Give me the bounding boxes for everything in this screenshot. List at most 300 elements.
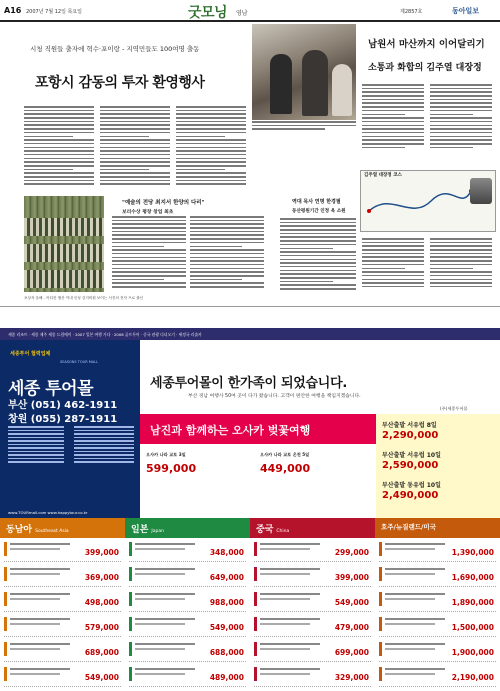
agency-line bbox=[74, 433, 134, 435]
listing-text bbox=[260, 573, 310, 575]
text-line bbox=[24, 180, 94, 182]
classifieds-china bbox=[250, 540, 375, 691]
text-line bbox=[176, 124, 246, 126]
europe-item-label: 부산출발 동유럽 10일 bbox=[382, 482, 441, 489]
text-line bbox=[176, 132, 246, 134]
story4-kicker: 역대 목사 연명 한경필 bbox=[292, 199, 341, 205]
listing-text bbox=[385, 668, 445, 670]
text-line bbox=[176, 165, 246, 167]
page-number: A16 bbox=[4, 6, 22, 15]
text-line bbox=[176, 183, 246, 185]
agency-line bbox=[74, 440, 134, 442]
agency-line bbox=[74, 447, 134, 449]
text-line bbox=[176, 150, 246, 152]
text-line bbox=[176, 158, 246, 160]
listing bbox=[379, 565, 496, 587]
story2-column bbox=[430, 84, 492, 150]
text-line bbox=[100, 165, 170, 167]
text-line bbox=[24, 172, 94, 174]
text-line bbox=[190, 242, 264, 244]
listing bbox=[4, 640, 121, 662]
region-header-japan bbox=[125, 518, 250, 538]
listing-price: 1,900,000 bbox=[451, 648, 494, 657]
text-line bbox=[430, 114, 473, 116]
listing-marker bbox=[254, 542, 257, 556]
text-line bbox=[362, 264, 424, 266]
text-line bbox=[280, 255, 356, 257]
osaka-title: 남진과 함께하는 오사카 벚꽃여행 bbox=[150, 424, 311, 437]
text-line bbox=[190, 260, 264, 262]
text-line bbox=[430, 242, 492, 244]
text-line bbox=[112, 238, 186, 240]
text-line bbox=[430, 128, 492, 130]
listing-price: 988,000 bbox=[209, 598, 244, 607]
listing-marker bbox=[4, 592, 7, 606]
listing-text bbox=[385, 648, 435, 650]
listing bbox=[254, 565, 371, 587]
classifieds-japan bbox=[125, 540, 250, 691]
listing-marker bbox=[129, 642, 132, 656]
listing-text bbox=[385, 543, 445, 545]
listing-marker bbox=[4, 642, 7, 656]
text-line bbox=[190, 238, 264, 240]
listing-marker bbox=[379, 567, 382, 581]
text-line bbox=[430, 275, 492, 277]
text-line bbox=[430, 139, 492, 141]
text-line bbox=[362, 279, 424, 281]
text-line bbox=[100, 150, 170, 152]
listing bbox=[129, 590, 246, 612]
section-divider bbox=[0, 306, 500, 307]
listing-price: 329,000 bbox=[334, 673, 369, 682]
text-line bbox=[176, 169, 225, 171]
listing-text bbox=[385, 598, 435, 600]
text-line bbox=[100, 169, 149, 171]
listing-price: 489,000 bbox=[209, 673, 244, 682]
text-line bbox=[362, 99, 424, 101]
listing-text bbox=[135, 573, 185, 575]
text-line bbox=[100, 128, 170, 130]
text-line bbox=[24, 176, 94, 178]
listing bbox=[129, 540, 246, 562]
europe-item-price: 2,490,000 bbox=[382, 490, 439, 501]
story2-subheadline: 소통과 화합의 김주열 대장정 bbox=[368, 63, 482, 73]
listing-marker bbox=[254, 617, 257, 631]
text-line bbox=[24, 169, 73, 171]
text-line bbox=[24, 121, 94, 123]
listing-text bbox=[260, 648, 310, 650]
listing-price: 699,000 bbox=[334, 648, 369, 657]
agency-line bbox=[8, 426, 64, 428]
text-line bbox=[190, 279, 242, 281]
listing-price: 549,000 bbox=[84, 673, 119, 682]
text-line bbox=[112, 257, 186, 259]
listing-price: 1,890,000 bbox=[451, 598, 494, 607]
listing bbox=[254, 665, 371, 687]
listing-marker bbox=[4, 542, 7, 556]
story3-column bbox=[190, 216, 264, 290]
story1-kicker: 시청 직원들 출자에 혁수·포이랑 - 지역민들도 100여명 출동 bbox=[30, 45, 200, 53]
text-line bbox=[362, 256, 424, 258]
text-line bbox=[362, 275, 424, 277]
text-line bbox=[100, 158, 170, 160]
text-line bbox=[280, 218, 356, 220]
text-line bbox=[362, 245, 424, 247]
listing-marker bbox=[4, 617, 7, 631]
text-line bbox=[24, 113, 94, 115]
listing bbox=[129, 665, 246, 687]
listing-text bbox=[10, 573, 60, 575]
listing bbox=[254, 615, 371, 637]
text-line bbox=[100, 117, 170, 119]
listing-price: 1,500,000 bbox=[451, 623, 494, 632]
story3-column bbox=[112, 216, 186, 290]
listing-marker bbox=[379, 542, 382, 556]
listing bbox=[129, 640, 246, 662]
listing-text bbox=[135, 548, 185, 550]
text-line bbox=[362, 84, 424, 86]
agency-line bbox=[8, 440, 64, 442]
text-line bbox=[430, 268, 473, 270]
story1-column bbox=[24, 106, 94, 187]
text-line bbox=[362, 121, 424, 123]
text-line bbox=[430, 110, 492, 112]
text-line bbox=[280, 270, 356, 272]
osaka-item-label: 오사카 나라 교토 3일 bbox=[146, 452, 186, 457]
text-line bbox=[190, 286, 264, 288]
text-line bbox=[190, 246, 242, 248]
text-line bbox=[430, 132, 492, 134]
text-line bbox=[176, 161, 246, 163]
agency-line bbox=[8, 461, 64, 463]
story1-caption bbox=[252, 121, 356, 132]
story1-body bbox=[24, 106, 252, 190]
text-line bbox=[190, 257, 264, 259]
listing-marker bbox=[129, 617, 132, 631]
text-line bbox=[362, 117, 424, 119]
region-name: 중국 bbox=[256, 525, 274, 535]
text-line bbox=[100, 121, 170, 123]
text-line bbox=[112, 282, 186, 284]
text-line bbox=[100, 154, 170, 156]
agency-line bbox=[8, 458, 64, 460]
agency-line bbox=[74, 451, 134, 453]
text-line bbox=[430, 125, 492, 127]
agency-line bbox=[74, 444, 134, 446]
text-line bbox=[112, 279, 164, 281]
agency-line bbox=[8, 437, 64, 439]
listing-text bbox=[385, 618, 445, 620]
text-line bbox=[190, 264, 264, 266]
story3-photo bbox=[24, 196, 104, 292]
text-line bbox=[112, 227, 186, 229]
listing-text bbox=[135, 668, 195, 670]
classifieds-oceania bbox=[375, 540, 500, 691]
text-line bbox=[362, 260, 424, 262]
text-line bbox=[430, 84, 492, 86]
text-line bbox=[430, 256, 492, 258]
agency-line bbox=[74, 437, 134, 439]
text-line bbox=[24, 154, 94, 156]
story4-column bbox=[280, 218, 356, 292]
text-line bbox=[100, 143, 170, 145]
story5-column bbox=[362, 238, 424, 290]
text-line bbox=[362, 110, 424, 112]
region-header-china bbox=[250, 518, 375, 538]
listing-text bbox=[260, 568, 320, 570]
text-line bbox=[362, 125, 424, 127]
text-line bbox=[190, 223, 264, 225]
listing-text bbox=[385, 643, 445, 645]
agency-line bbox=[74, 430, 134, 432]
europe-item-label: 부산출발 서유럽 8일 bbox=[382, 422, 437, 429]
listing-text bbox=[135, 568, 195, 570]
text-line bbox=[100, 180, 170, 182]
text-line bbox=[280, 229, 356, 231]
agency-line bbox=[8, 433, 64, 435]
agency-line bbox=[8, 447, 64, 449]
listing bbox=[4, 665, 121, 687]
text-line bbox=[280, 244, 356, 246]
text-line bbox=[24, 143, 94, 145]
story3-body bbox=[112, 216, 264, 296]
text-line bbox=[100, 132, 170, 134]
text-line bbox=[430, 102, 492, 104]
text-line bbox=[100, 139, 170, 141]
text-line bbox=[362, 95, 424, 97]
text-line bbox=[190, 268, 264, 270]
text-line bbox=[362, 286, 424, 288]
listing-marker bbox=[379, 617, 382, 631]
story2-column bbox=[362, 84, 424, 150]
text-line bbox=[100, 176, 170, 178]
story1-column bbox=[100, 106, 170, 187]
text-line bbox=[362, 114, 405, 116]
listing bbox=[379, 665, 496, 687]
listing bbox=[4, 565, 121, 587]
issue-date: 2007년 7월 12일 목요일 bbox=[26, 9, 83, 15]
region-sub: Southeast Asia bbox=[35, 529, 69, 534]
listing-price: 1,690,000 bbox=[451, 573, 494, 582]
text-line bbox=[24, 158, 94, 160]
issue-number: 제2857호 bbox=[400, 9, 423, 15]
text-line bbox=[280, 248, 333, 250]
text-line bbox=[430, 121, 492, 123]
text-line bbox=[24, 132, 94, 134]
text-line bbox=[430, 264, 492, 266]
text-line bbox=[280, 251, 356, 253]
text-line bbox=[280, 236, 356, 238]
story1-photo bbox=[252, 24, 356, 120]
listing-price: 1,390,000 bbox=[451, 548, 494, 557]
region-name: 호주/뉴질랜드/미국 bbox=[381, 523, 436, 531]
text-line bbox=[24, 136, 73, 138]
listing-text bbox=[10, 543, 70, 545]
listing bbox=[129, 615, 246, 637]
listing bbox=[379, 590, 496, 612]
text-line bbox=[280, 266, 356, 268]
listing bbox=[4, 615, 121, 637]
text-line bbox=[190, 271, 264, 273]
text-line bbox=[100, 183, 170, 185]
listing bbox=[379, 640, 496, 662]
listing-text bbox=[10, 668, 70, 670]
text-line bbox=[362, 128, 424, 130]
text-line bbox=[430, 136, 492, 138]
listing-marker bbox=[379, 592, 382, 606]
text-line bbox=[362, 132, 424, 134]
agency-line bbox=[8, 430, 64, 432]
story1-column bbox=[176, 106, 246, 187]
story3-kicker: "예술의 전당 최지서 한양의 다리" bbox=[122, 200, 205, 206]
listing-text bbox=[135, 618, 195, 620]
listing-price: 399,000 bbox=[84, 548, 119, 557]
text-line bbox=[190, 282, 264, 284]
agency-line bbox=[74, 454, 134, 456]
text-line bbox=[430, 245, 492, 247]
text-line bbox=[430, 271, 492, 273]
text-line bbox=[362, 253, 424, 255]
text-line bbox=[100, 110, 170, 112]
listing-text bbox=[10, 673, 60, 675]
text-line bbox=[112, 260, 186, 262]
text-line bbox=[112, 246, 164, 248]
ad-banner-strip: 세종 리조트 · 세종 제주 세종 드림에이 · 2007 일본 여행 가다 · 2006 골프투어 · 중국 관광 다녀오기 · 세정국 리솔카 bbox=[0, 328, 500, 340]
text-line bbox=[24, 150, 94, 152]
text-line bbox=[362, 91, 424, 93]
text-line bbox=[24, 110, 94, 112]
listing bbox=[254, 590, 371, 612]
listing-text bbox=[385, 548, 435, 550]
listing-marker bbox=[254, 667, 257, 681]
listing-text bbox=[385, 673, 435, 675]
text-line bbox=[24, 106, 94, 108]
listing-marker bbox=[4, 667, 7, 681]
text-line bbox=[362, 249, 424, 251]
agency-line bbox=[8, 451, 64, 453]
text-line bbox=[100, 161, 170, 163]
listing-text bbox=[10, 643, 70, 645]
osaka-item-price: 599,000 bbox=[146, 462, 197, 475]
listing-marker bbox=[129, 592, 132, 606]
text-line bbox=[24, 165, 94, 167]
listing-text bbox=[260, 643, 320, 645]
section-subtitle: 영남 bbox=[236, 10, 248, 17]
text-line bbox=[176, 139, 246, 141]
listing-text bbox=[10, 548, 60, 550]
text-line bbox=[112, 216, 186, 218]
text-line bbox=[190, 249, 264, 251]
listing-price: 579,000 bbox=[84, 623, 119, 632]
ad-company-name: (주)세종투어몰 bbox=[440, 406, 468, 411]
text-line bbox=[430, 143, 492, 145]
region-sub: China bbox=[276, 529, 290, 534]
listing-price: 369,000 bbox=[84, 573, 119, 582]
portrait-photo bbox=[470, 178, 492, 204]
text-line bbox=[112, 275, 186, 277]
text-line bbox=[112, 286, 186, 288]
text-line bbox=[24, 128, 94, 130]
text-line bbox=[430, 282, 492, 284]
text-line bbox=[190, 253, 264, 255]
text-line bbox=[280, 233, 356, 235]
osaka-item-label: 오사카 나라 교토 온천 5일 bbox=[260, 452, 310, 457]
listing-marker bbox=[4, 567, 7, 581]
listing-text bbox=[10, 623, 60, 625]
listing-marker bbox=[254, 592, 257, 606]
text-line bbox=[430, 106, 492, 108]
text-line bbox=[112, 242, 186, 244]
text-line bbox=[176, 136, 225, 138]
listing-text bbox=[385, 623, 435, 625]
listing-text bbox=[260, 543, 320, 545]
text-line bbox=[430, 279, 492, 281]
listing-text bbox=[10, 648, 60, 650]
text-line bbox=[280, 284, 356, 286]
text-line bbox=[280, 277, 356, 279]
region-name: 동남아 bbox=[6, 525, 33, 535]
listing-marker bbox=[254, 642, 257, 656]
text-line bbox=[430, 260, 492, 262]
text-line bbox=[176, 147, 246, 149]
listing-price: 549,000 bbox=[334, 598, 369, 607]
europe-item-price: 2,590,000 bbox=[382, 460, 439, 471]
listing bbox=[379, 540, 496, 562]
text-line bbox=[280, 240, 356, 242]
text-line bbox=[176, 143, 246, 145]
listing-text bbox=[135, 593, 195, 595]
text-line bbox=[176, 106, 246, 108]
text-line bbox=[190, 275, 264, 277]
region-sub: Japan bbox=[151, 529, 164, 534]
text-line bbox=[112, 220, 186, 222]
text-line bbox=[430, 147, 473, 149]
text-line bbox=[362, 88, 424, 90]
story5-column bbox=[430, 238, 492, 290]
text-line bbox=[112, 253, 186, 255]
osaka-prices bbox=[140, 446, 376, 518]
text-line bbox=[100, 124, 170, 126]
listing bbox=[129, 565, 246, 587]
listing-price: 649,000 bbox=[209, 573, 244, 582]
europe-prices bbox=[376, 414, 500, 518]
text-line bbox=[280, 259, 356, 261]
listing-text bbox=[260, 668, 320, 670]
listing-text bbox=[135, 673, 185, 675]
agency-line bbox=[8, 444, 64, 446]
route-map-title: 김주열 대장정 코스 bbox=[364, 173, 402, 178]
listing-price: 348,000 bbox=[209, 548, 244, 557]
listing-marker bbox=[129, 567, 132, 581]
region-header-oceania bbox=[375, 518, 500, 538]
listing-text bbox=[135, 648, 185, 650]
text-line bbox=[362, 106, 424, 108]
listing-text bbox=[10, 598, 60, 600]
text-line bbox=[362, 139, 424, 141]
listing-price: 498,000 bbox=[84, 598, 119, 607]
ad-phone-changwon: 창원 (055) 287-1911 bbox=[8, 414, 118, 425]
text-line bbox=[362, 282, 424, 284]
listing-text bbox=[135, 623, 185, 625]
ad-agency-list bbox=[8, 426, 134, 506]
text-line bbox=[176, 172, 246, 174]
text-line bbox=[362, 268, 405, 270]
listing-text bbox=[385, 593, 445, 595]
text-line bbox=[280, 225, 356, 227]
listing-text bbox=[10, 568, 70, 570]
text-line bbox=[24, 124, 94, 126]
ad-phone-busan: 부산 (051) 462-1911 bbox=[8, 400, 118, 411]
